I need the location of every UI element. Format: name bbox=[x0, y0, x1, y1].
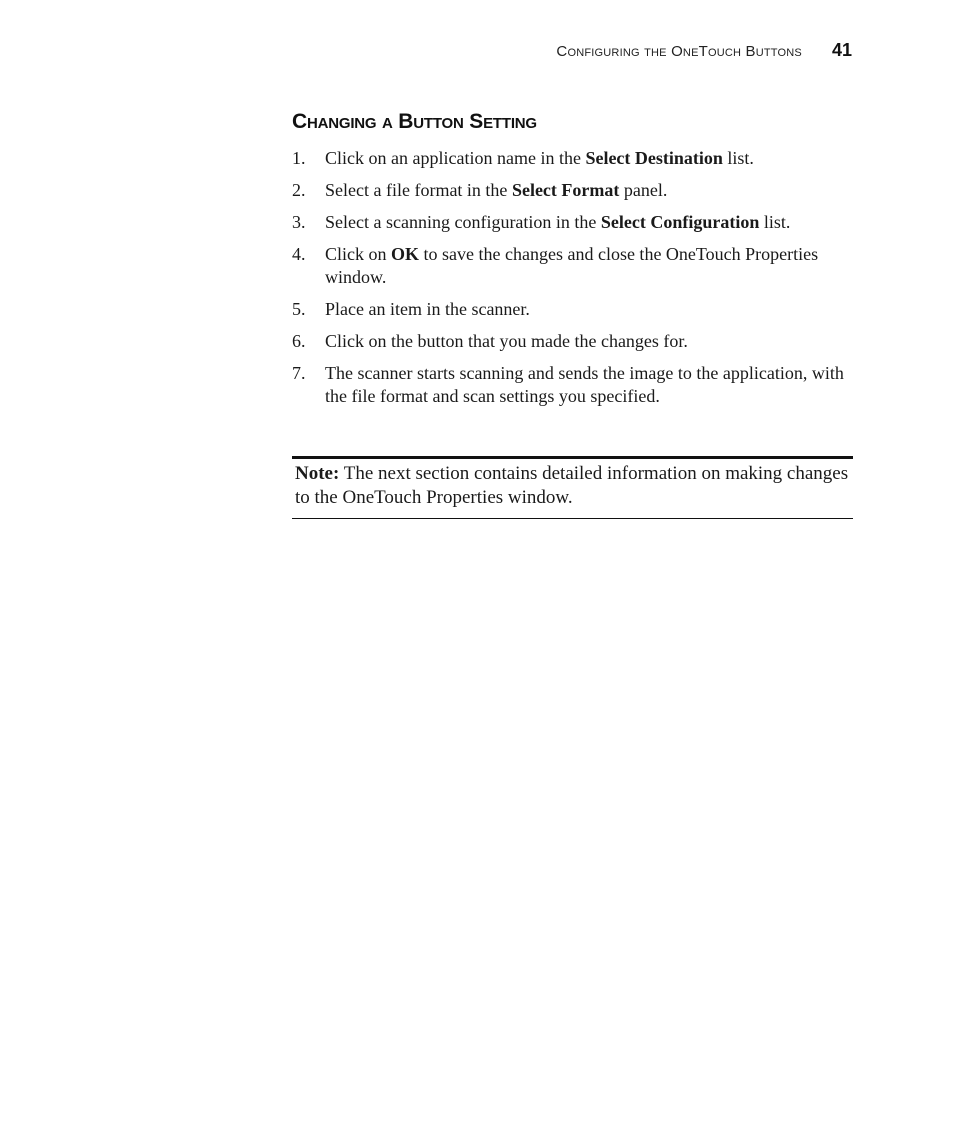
step-text-part: Select a scanning configuration in the bbox=[325, 212, 601, 232]
note-box bbox=[292, 456, 853, 519]
step-item bbox=[292, 330, 852, 353]
step-text bbox=[325, 243, 852, 289]
step-ui-term: OK bbox=[391, 244, 420, 264]
step-item bbox=[292, 211, 852, 234]
note-text: The next section contains detailed information on making changes to the OneTouch Properties window. bbox=[295, 463, 849, 508]
step-number: 3. bbox=[292, 212, 306, 232]
step-number: 5. bbox=[292, 299, 306, 319]
step-text-part: Select a file format in the bbox=[325, 180, 512, 200]
step-item bbox=[292, 362, 852, 408]
step-number: 1. bbox=[292, 148, 306, 168]
step-text-part: Click on the button that you made the changes for. bbox=[325, 331, 688, 351]
step-number: 4. bbox=[292, 244, 306, 264]
step-text-part: Click on bbox=[325, 244, 391, 264]
step-text-part: list. bbox=[722, 148, 754, 168]
page-number: 41 bbox=[831, 40, 852, 60]
step-number: 7. bbox=[292, 363, 306, 383]
step-text bbox=[325, 330, 852, 353]
step-text bbox=[325, 147, 852, 170]
step-item bbox=[292, 243, 852, 289]
step-number: 2. bbox=[292, 180, 306, 200]
step-text bbox=[325, 362, 852, 408]
step-text bbox=[325, 211, 852, 234]
step-item bbox=[292, 147, 852, 170]
step-text bbox=[325, 179, 852, 202]
step-text-part: to save the changes and close the OneTouch Properties window. bbox=[325, 244, 819, 287]
running-head-title: Configuring the OneTouch Buttons bbox=[556, 43, 802, 60]
step-item bbox=[292, 179, 852, 202]
section-heading: Changing a Button Setting bbox=[292, 110, 537, 133]
step-text-part: Click on an application name in the bbox=[325, 148, 586, 168]
step-ui-term: Select Format bbox=[511, 180, 620, 200]
note-label: Note: bbox=[295, 463, 340, 484]
step-number: 6. bbox=[292, 331, 306, 351]
step-text-part: The scanner starts scanning and sends the image to the application, with the file format and scan settings you specified. bbox=[325, 363, 844, 406]
step-text-part: Place an item in the scanner. bbox=[325, 299, 530, 319]
step-text-part: list. bbox=[759, 212, 791, 232]
step-text bbox=[325, 298, 852, 321]
steps-list bbox=[292, 147, 852, 417]
step-text-part: panel. bbox=[619, 180, 668, 200]
step-ui-term: Select Destination bbox=[585, 148, 723, 168]
step-item bbox=[292, 298, 852, 321]
running-head bbox=[556, 40, 852, 61]
step-ui-term: Select Configuration bbox=[600, 212, 760, 232]
